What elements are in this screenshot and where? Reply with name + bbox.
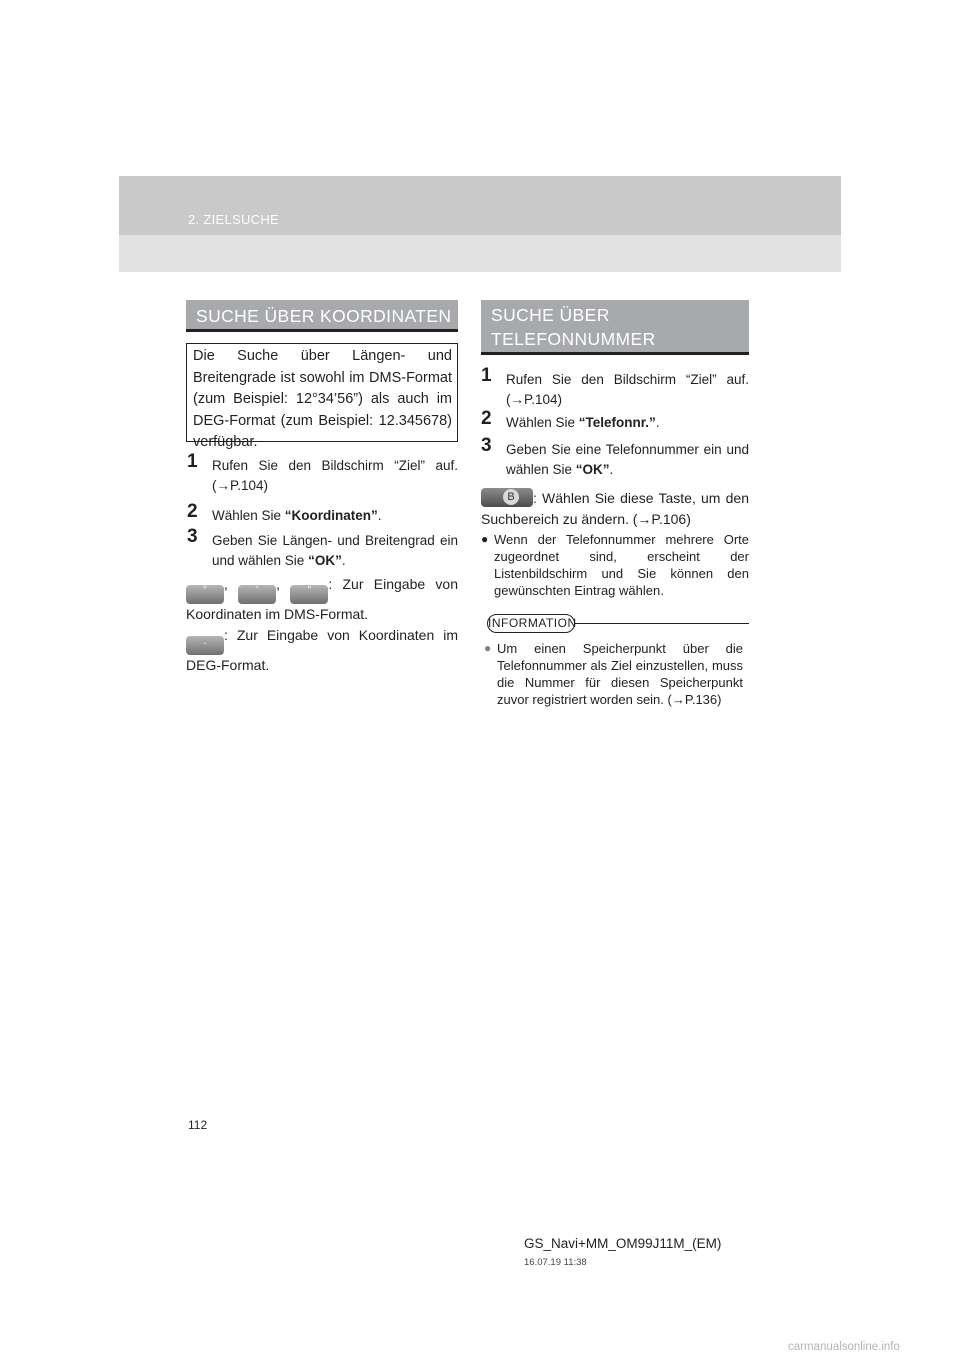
section-heading-coordinates: SUCHE ÜBER KOORDINATEN [186,300,458,332]
page-number: 112 [188,1118,208,1132]
step-number: 3 [187,526,198,547]
search-area-description [481,488,749,530]
step-number: 3 [481,435,492,456]
info-note-text: Um einen Speicherpunkt über die Telefonnummer als Ziel einzustellen, muss die Nummer für diesen Speicherpunkt zuvor registriert worden sein. (→P.136) [497,641,743,707]
step-text-end: . [377,508,382,523]
step-keyword: “OK” [308,553,342,568]
step-number: 2 [187,501,198,522]
section-heading-phone [481,300,749,355]
note-text: Wenn der Telefonnummer mehrere Orte zugeordnet sind, erscheint der Listenbildschirm und Sie können den gewünschten Eintrag wählen. [494,532,749,598]
step-text: Rufen Sie den Bildschirm “Ziel” auf. (→P.104) [212,458,458,493]
step-text-end: . [341,553,346,568]
search-area-text: : Wählen Sie diese Taste, um den Suchbereich zu ändern. (→P.106) [481,490,749,527]
phone-step-1 [481,365,749,410]
deg-key-description [186,625,458,676]
second-key[interactable]: " [290,585,328,604]
key-separator: , [224,576,239,592]
heading-line-1: SUCHE ÜBER [491,305,610,325]
step-text: Geben Sie eine Telefonnummer ein und wählen Sie [506,442,749,477]
step-keyword: “Koordinaten” [284,508,378,523]
chapter-title: 2. ZIELSUCHE [188,212,280,227]
step-keyword: “Telefonnr.” [578,415,656,430]
step-number: 1 [187,451,198,472]
dms-keys-description [186,574,458,625]
step-text: Wählen Sie [212,508,285,523]
search-area-key[interactable] [481,488,533,507]
information-note [484,640,743,708]
information-rule [575,623,749,624]
heading-line-2: TELEFONNUMMER [491,329,656,349]
phone-step-3 [481,435,749,480]
step-number: 1 [481,365,492,386]
phone-step-2 [481,408,749,433]
deg-text: : Zur Eingabe von Koordinaten im DEG-Format. [186,627,458,673]
header-subband [119,235,841,272]
step-text-end: . [655,415,660,430]
coordinates-info-box: Die Suche über Längen- und Breitengrade ist sowohl im DMS-Format (zum Beispiel: 12°34’56”) als auch im DEG-Format (zum Beispiel: 12.345678) verfügbar. [186,343,458,442]
step-text-end: . [609,462,614,477]
bullet-icon: ● [484,641,492,655]
bullet-icon: ● [481,532,489,546]
step-number: 2 [481,408,492,429]
coordinates-step-2 [187,501,458,526]
dms-text: : Zur Eingabe von Koordinaten im DMS-Format. [186,576,459,622]
step-text: Geben Sie Längen- und Breitengrad ein und wählen Sie [212,533,458,568]
key-separator: , [276,576,291,592]
multiple-locations-note [481,531,749,599]
watermark: carmanualsonline.info [788,1341,900,1353]
degree-key[interactable]: ° [186,585,224,604]
step-text: Rufen Sie den Bildschirm “Ziel” auf. (→P.104) [506,372,749,407]
coordinates-step-1 [187,451,458,496]
coordinates-step-3 [187,526,458,571]
document-id: GS_Navi+MM_OM99J11M_(EM) [524,1236,722,1251]
information-label: INFORMATION [487,614,575,633]
minute-key[interactable]: ' [238,585,276,604]
step-keyword: “OK” [575,462,610,477]
document-timestamp: 16.07.19 11:38 [524,1257,587,1268]
search-area-key-label: B [503,489,519,505]
step-text: Wählen Sie [506,415,579,430]
decimal-point-key[interactable]: . [186,636,224,655]
